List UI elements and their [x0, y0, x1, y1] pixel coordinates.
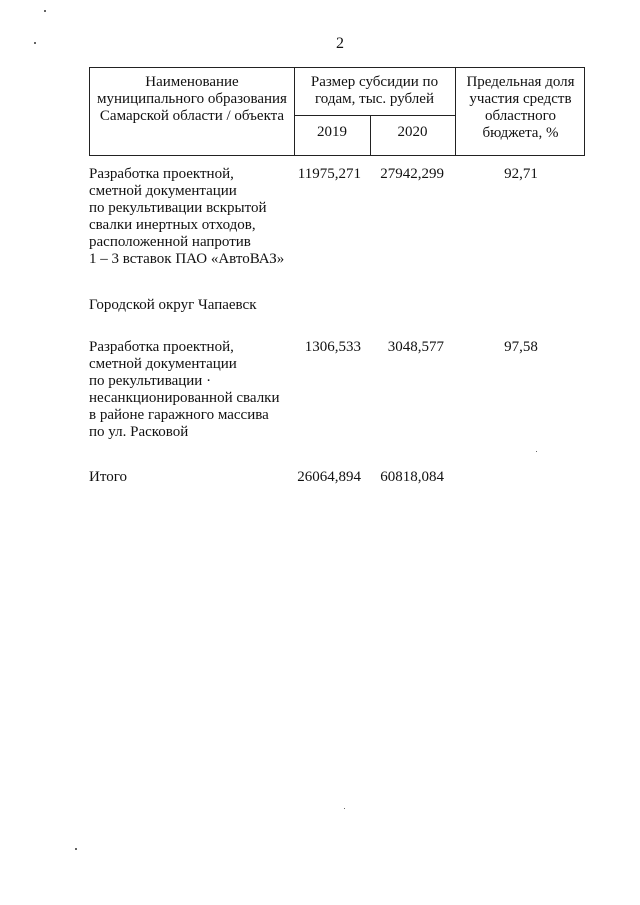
header-subsidy: Размер субсидии по годам, тыс. рублей [310, 74, 439, 107]
value-2019: 11975,271 [297, 166, 361, 182]
scan-speck [75, 848, 77, 850]
page-number: 2 [336, 35, 344, 52]
value-2019: 1306,533 [304, 339, 361, 355]
row-name: Разработка проектной, сметной документации по рекультивации вскрытой свалки инертных отходов, расположенной напротив 1 – 3 вставок ПАО «АвтоВАЗ» [89, 166, 285, 267]
scan-speck [536, 451, 537, 452]
table-header [89, 67, 585, 156]
budget-share: 97,58 [504, 339, 538, 355]
value-2020: 60818,084 [380, 469, 444, 485]
year-separator [294, 115, 455, 116]
header-year-2019: 2019 [317, 124, 347, 140]
row-name: Итого [89, 469, 127, 485]
scan-speck [34, 42, 36, 44]
header-share: Предельная доля участия средств областного бюджета, % [466, 74, 575, 141]
header-name: Наименование муниципального образования Самарской области / объекта [97, 74, 287, 124]
scan-speck [44, 10, 46, 12]
row-name: Городской округ Чапаевск [89, 297, 257, 313]
scan-speck [344, 808, 345, 809]
budget-share: 92,71 [504, 166, 538, 182]
value-2019: 26064,894 [297, 469, 361, 485]
subsidy-table [89, 67, 585, 485]
value-2020: 27942,299 [380, 166, 444, 182]
row-name: Разработка проектной, сметной документации по рекультивации · несанкционированной свалки в районе гаражного массива по ул. Расковой [89, 339, 280, 440]
header-year-2020: 2020 [397, 124, 428, 140]
value-2020: 3048,577 [387, 339, 444, 355]
